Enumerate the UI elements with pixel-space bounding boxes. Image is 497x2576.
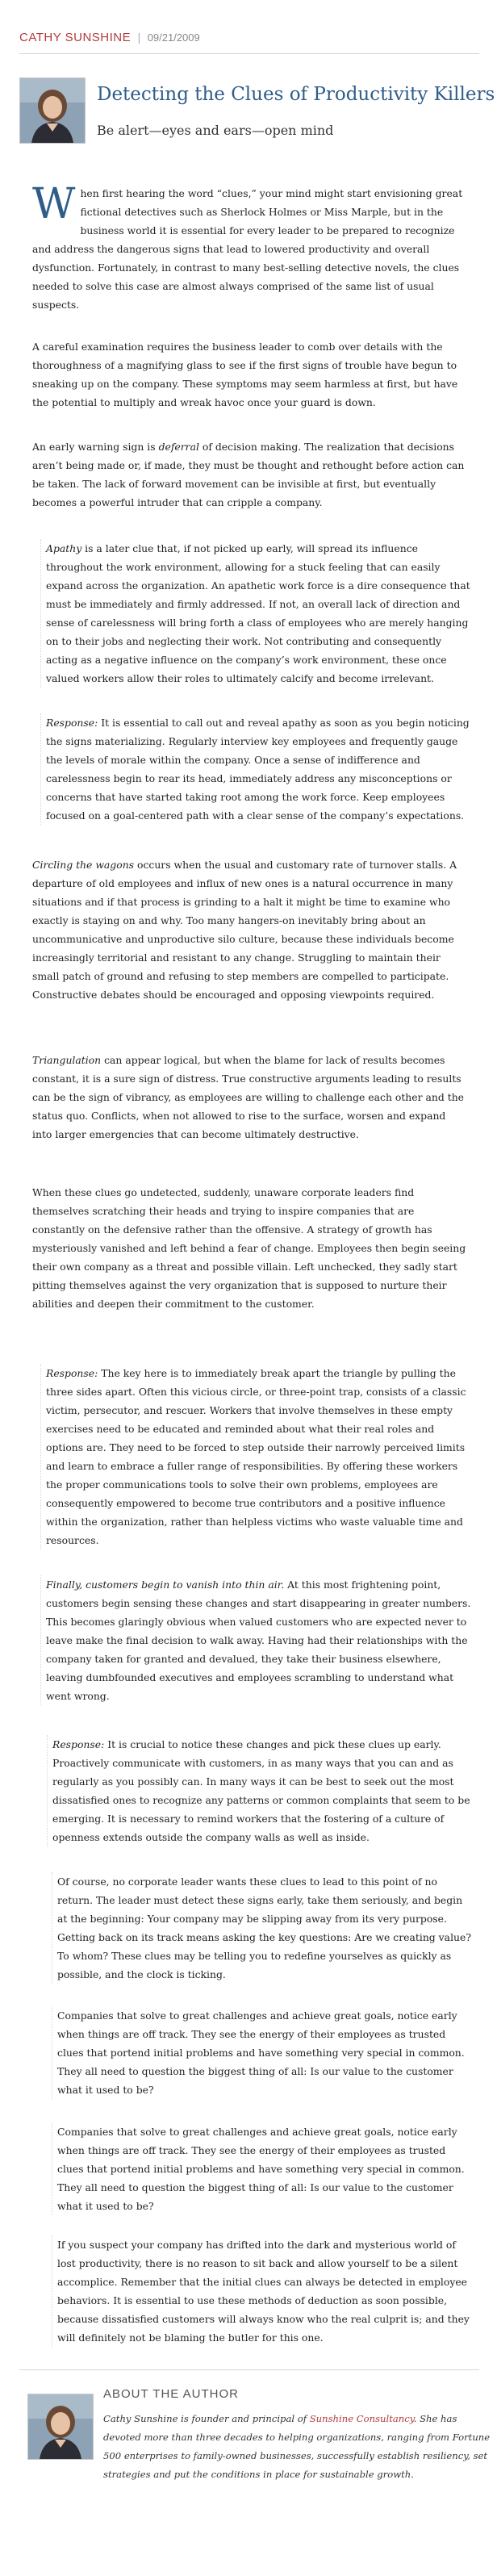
article-paragraph-response: Response: The key here is to immediately break apart the triangle by pulling the three sides apart. Often this vicious circle, or three-point trap, consists of a classic victim, persecutor, and rescuer. Workers that involve themselves in these empty exercises need to be educated and reminded about what their real roles and options are. They need to be forced to step outside their narrowly perceived limits and learn to embrace a fuller range of responsibilities. By offering these workers the proper communications tools to solve their own problems, employees are consequently empowered to become true contributors and a positive influence within the organization, rather than helpless victims who waste valuable time and resources. <box>40 1364 474 1549</box>
byline-author[interactable]: CATHY SUNSHINE <box>19 31 132 44</box>
drop-cap: W <box>32 180 76 228</box>
article-paragraph: Finally, customers begin to vanish into thin air. At this most frightening point, customers begin sensing these changes and start disappearing in greater numbers. This becomes glaringly obvious when valued customers who are expected never to leave make the final decision to walk away. Having had their relationships with the company taken for granted and devalued, they take their business elsewhere, leaving dumbfounded executives and employees scrambling to understand what went wrong. <box>40 1575 474 1705</box>
article-paragraph: A careful examination requires the business leader to comb over details with the thoroughness of a magnifying glass to see if the first signs of trouble have begun to sneaking up on the company. These symptoms may seem harmless at first, but have the potential to multiply and wreak havoc once your guard is down. <box>32 341 458 408</box>
byline-separator: | <box>137 31 141 44</box>
about-divider <box>19 2369 479 2370</box>
article-paragraph: Companies that solve to great challenges and achieve great goals, notice early when things are off track. They see the energy of their employees as trusted clues that portend initial problems and have something very special in common. They all need to question the biggest thing of all: Is our value to the customer what it used to be? <box>52 2006 474 2099</box>
byline-date: 09/21/2009 <box>147 31 200 44</box>
header-divider <box>19 53 479 54</box>
article-paragraph: Of course, no corporate leader wants these clues to lead to this point of no return. The leader must detect these signs early, take them seriously, and begin at the beginning: Your company may be slipping away from its very purpose. Getting back on its track means asking the key questions: Are we creating value? To whom? These clues may be telling you to redefine yourselves as quickly as possible, and the clock is ticking. <box>52 1872 474 1984</box>
about-author-photo <box>27 2394 94 2460</box>
article-subtitle: Be alert—eyes and ears—open mind <box>97 123 334 138</box>
article-paragraph-intro: When first hearing the word “clues,” your mind might start envisioning great fictional detectives such as Sherlock Holmes or Miss Marple, but in the business world it is essential for every leader to be prepared to recognize and address the dangerous signs that lead to lowered productivity and overall dysfunction. Fortunately, in contrast to many best-selling detective novels, the clues needed to solve this case are almost always comprised of the same list of usual suspects. <box>32 180 463 311</box>
article-paragraph: When these clues go undetected, suddenly, unaware corporate leaders find themselves scratching their heads and trying to inspire companies that are constantly on the defensive rather than the offensive. A strategy of growth has mysteriously vanished and left behind a fear of change. Employees then begin seeing their own company as a threat and possible villain. Left unchecked, they sadly start pitting themselves against the very organization that is supposed to nurture their abilities and deepen their commitment to the customer. <box>32 1186 466 1310</box>
author-photo <box>19 77 86 144</box>
about-heading: ABOUT THE AUTHOR <box>103 2387 239 2401</box>
article-paragraph: An early warning sign is deferral of decision making. The realization that decisions aren’t being made or, if made, they must be thought and rethought before action can be taken. The lack of forward movement can be invisible at first, but eventually becomes a powerful intruder that can cripple a company. <box>32 441 465 508</box>
about-text: Cathy Sunshine is founder and principal of Sunshine Consultancy. She has devoted more than three decades to helping organizations, ranging from Fortune 500 enterprises to family-owned businesses, successfully establish resiliency, set strategies and put the conditions in place for sustainable growth. <box>103 2413 491 2480</box>
consultancy-link[interactable]: Sunshine Consultancy <box>309 2413 414 2424</box>
byline <box>19 31 200 45</box>
article-paragraph: Circling the wagons occurs when the usual and customary rate of turnover stalls. A departure of old employees and influx of new ones is a natural occurrence in many situations and if that process is grinding to a halt it might be time to examine who exactly is staying on and why. Too many hangers-on inevitably bring about an uncommunicative and unproductive silo culture, because these individuals become increasingly territorial and resistant to any change. Struggling to maintain their small patch of ground and refusing to step members are compelled to participate. Constructive debates should be encouraged and opposing viewpoints required. <box>32 859 457 1001</box>
article-title: Detecting the Clues of Productivity Killers <box>97 84 495 105</box>
article-paragraph: Triangulation can appear logical, but when the blame for lack of results becomes constant, it is a sure sign of distress. True constructive arguments leading to results can be the sign of vibrancy, as employees are willing to challenge each other and the status quo. Conflicts, when not allowed to rise to the surface, worsen and expand into larger emergencies that can become ultimately destructive. <box>32 1054 465 1140</box>
article-paragraph-response: Response: It is essential to call out and reveal apathy as soon as you begin noticing the signs materializing. Regularly interview key employees and frequently gauge the levels of morale within the company. Once a sense of indifference and carelessness begin to rear its head, immediately address any misconceptions or concerns that have started taking root among the work force. Keep employees focused on a goal-centered path with a clear sense of the company’s expectations. <box>40 713 474 825</box>
article-paragraph-response: Response: It is crucial to notice these changes and pick these clues up early. Proactively communicate with customers, in as many ways that you can and as regularly as you possibly can. In many ways it can be best to seek out the most dissatisfied ones to recognize any patterns or common complaints that seem to be emerging. It is necessary to remind workers that the fostering of a culture of openness extends outside the company walls as well as inside. <box>47 1735 474 1846</box>
article-paragraph: Companies that solve to great challenges and achieve great goals, notice early when things are off track. They see the energy of their employees as trusted clues that portend initial problems and have something very special in common. They all need to question the biggest thing of all: Is our value to the customer what it used to be? <box>52 2122 474 2215</box>
article-paragraph: Apathy is a later clue that, if not picked up early, will spread its influence throughout the work environment, allowing for a stuck feeling that can easily expand across the organization. An apathetic work force is a dire consequence that must be immediately and firmly addressed. If not, an overall lack of direction and sense of carelessness will bring forth a class of employees who are merely hanging on to their jobs and neglecting their work. Not contributing and consequently acting as a negative influence on the company’s work environment, these once valued workers allow their roles to ultimately calcify and become irrelevant. <box>40 539 474 688</box>
article-paragraph-closing: If you suspect your company has drifted into the dark and mysterious world of lost productivity, there is no reason to sit back and allow yourself to be a silent accomplice. Remember that the initial clues can always be detected in employee behaviors. It is essential to use these methods of deduction as soon possible, because dissatisfied customers will always know who the real culprit is; and they will definitely not be blaming the butler for this one. <box>52 2235 474 2347</box>
